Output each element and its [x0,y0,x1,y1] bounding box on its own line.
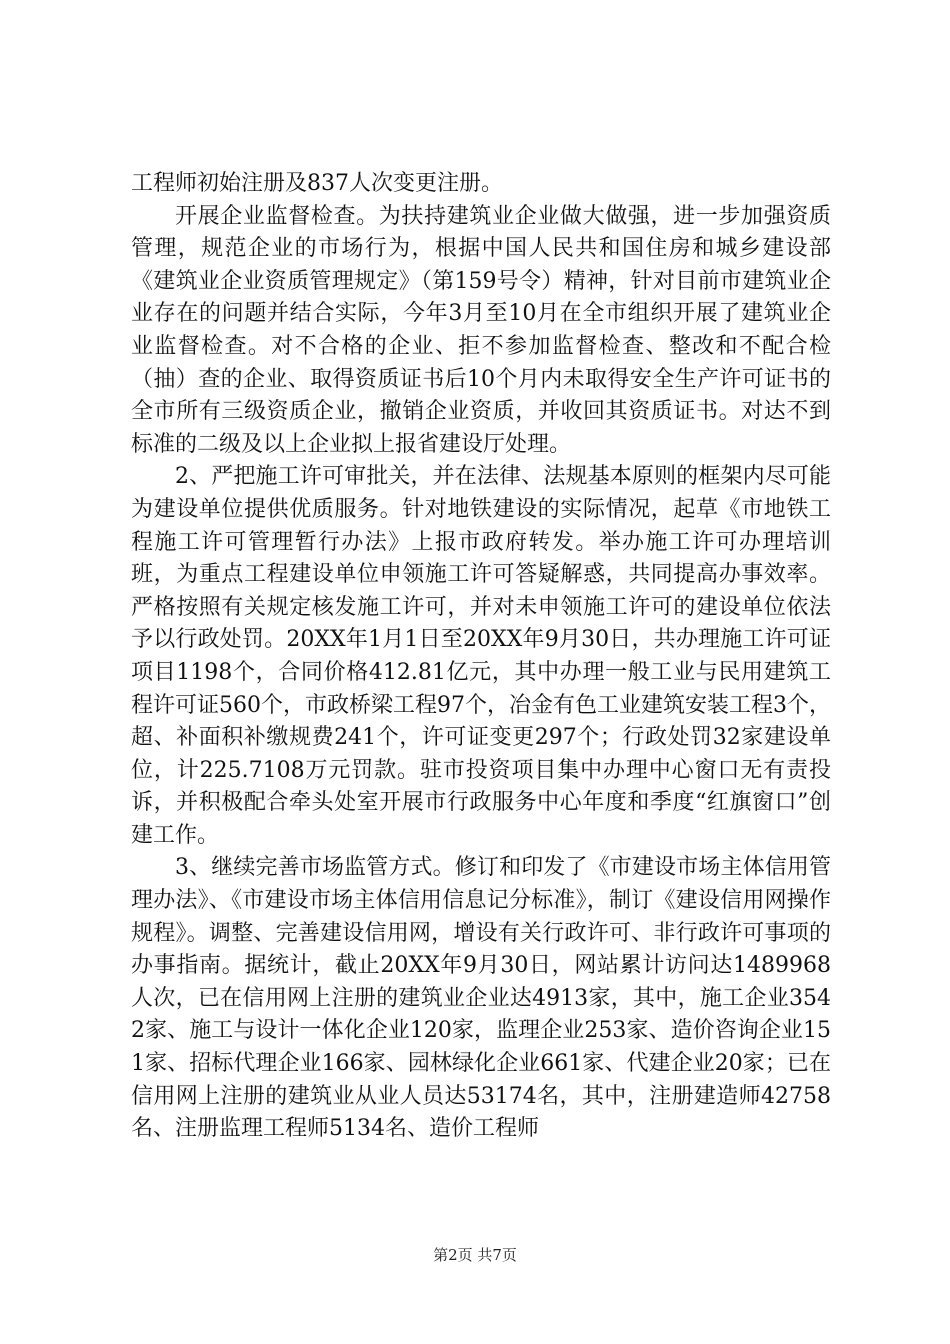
paragraph-4: 3、继续完善市场监管方式。修订和印发了《市建设市场主体信用管理办法》、《市建设市场主体信用信息记分标准》，制订《建设信用网操作规程》。调整、完善建设信用网，增设有关行政许可、非行政许可事项的办事指南。据统计，截止20XX年9月30日，网站累计访问达1489968人次，已在信用网上注册的建筑业企业达4913家，其中，施工企业3542家、施工与设计一体化企业120家，监理企业253家、造价咨询企业151家、招标代理企业166家、园林绿化企业661家、代建企业20家；已在信用网上注册的建筑业从业人员达53174名，其中，注册建造师42758名、注册监理工程师5134名、造价工程师 [131,855,831,1142]
page-footer: 第2页 共7页 [433,1246,517,1264]
paragraph-1: 工程师初始注册及837人次变更注册。 [131,171,503,196]
body-text [131,168,831,1146]
paragraph-2: 开展企业监督检查。为扶持建筑业企业做大做强，进一步加强资质管理，规范企业的市场行为，根据中国人民共和国住房和城乡建设部《建筑业企业资质管理规定》（第159号令）精神，针对目前市建筑业企业存在的问题并结合实际，今年3月至10月在全市组织开展了建筑业企业监督检查。对不合格的企业、拒不参加监督检查、整改和不配合检（抽）查的企业、取得资质证书后10个月内未取得安全生产许可证书的全市所有三级资质企业，撤销企业资质，并收回其资质证书。对达不到标准的二级及以上企业拟上报省建设厅处理。 [131,203,831,457]
paragraph-3: 2、严把施工许可审批关，并在法律、法规基本原则的框架内尽可能为建设单位提供优质服务。针对地铁建设的实际情况，起草《市地铁工程施工许可管理暂行办法》上报市政府转发。举办施工许可办理培训班，为重点工程建设单位申领施工许可答疑解惑，共同提高办事效率。严格按照有关规定核发施工许可，并对未申领施工许可的建设单位依法予以行政处罚。20XX年1月1日至20XX年9月30日，共办理施工许可证项目1198个，合同价格412.81亿元，其中办理一般工业与民用建筑工程许可证560个，市政桥梁工程97个，冶金有色工业建筑安装工程3个，超、补面积补缴规费241个，许可证变更297个；行政处罚32家建设单位，计225.7108万元罚款。驻市投资项目集中办理中心窗口无有责投诉，并积极配合牵头处室开展市行政服务中心年度和季度“红旗窗口”创建工作。 [131,464,831,848]
